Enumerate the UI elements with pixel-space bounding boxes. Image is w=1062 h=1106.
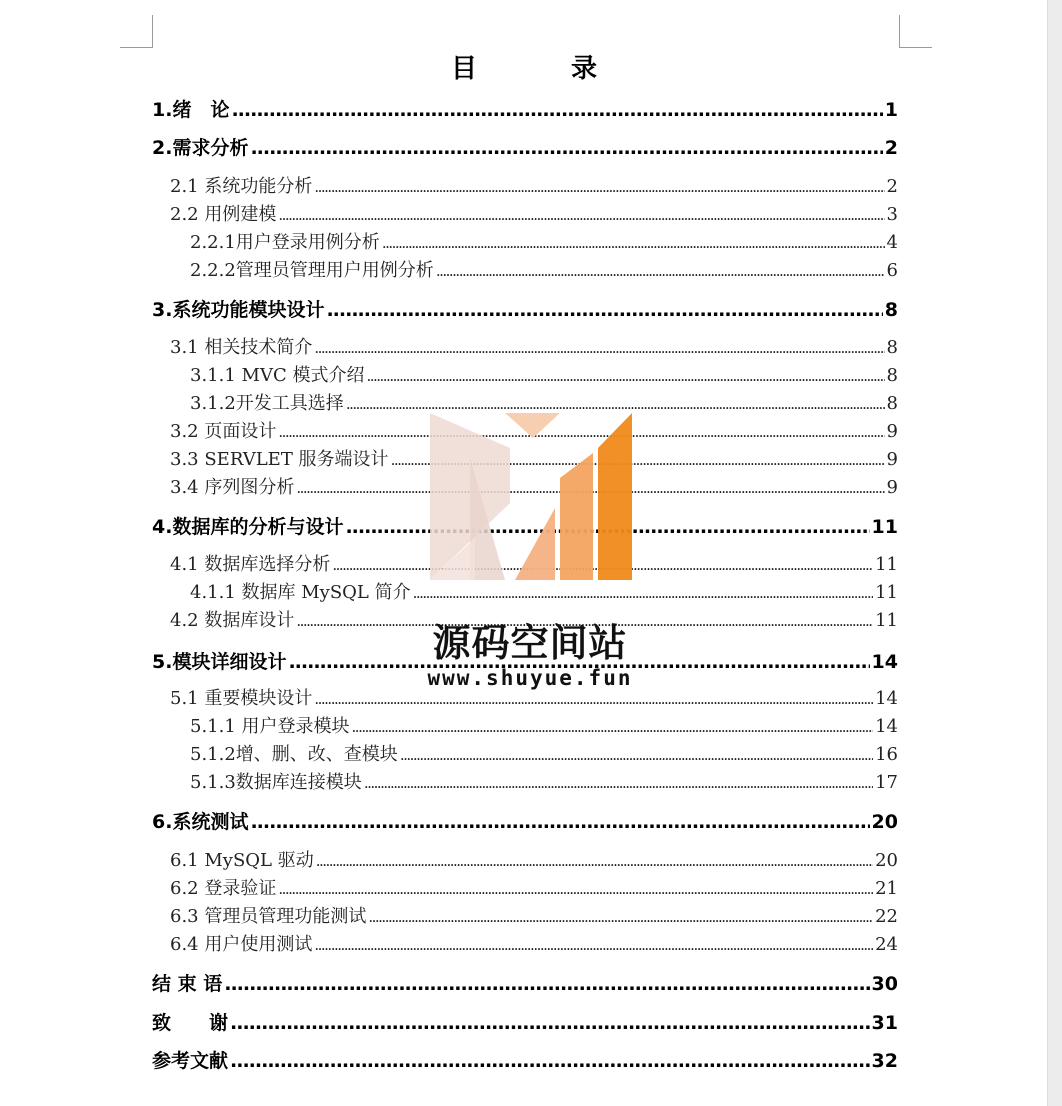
toc-entry-label: 5.模块详细设计 [152, 651, 287, 673]
toc-dot-leader [326, 297, 882, 323]
toc-entry[interactable] [170, 335, 898, 361]
toc-entry-label: 3.3 SERVLET 服务端设计 [170, 449, 389, 470]
toc-entry-label: 2.1 系统功能分析 [170, 176, 313, 197]
toc-dot-leader [278, 419, 884, 445]
toc-entry-page-number: 2 [884, 137, 898, 159]
toc-entry-label: 6.3 管理员管理功能测试 [170, 906, 367, 927]
toc-dot-leader [332, 552, 873, 578]
toc-entry-label: 4.2 数据库设计 [170, 610, 295, 631]
toc-dot-leader [278, 876, 873, 902]
toc-entry-page-number: 9 [886, 421, 898, 442]
toc-entry-label: 4.数据库的分析与设计 [152, 516, 344, 538]
toc-entry[interactable] [152, 97, 898, 123]
toc-dot-leader [352, 714, 874, 740]
toc-entry-label: 4.1.1 数据库 MySQL 简介 [190, 582, 411, 603]
toc-entry-label: 结 束 语 [152, 973, 223, 995]
toc-entry[interactable] [190, 363, 898, 389]
toc-entry-label: 2.2.1用户登录用例分析 [190, 232, 380, 253]
toc-dot-leader [250, 135, 882, 161]
toc-entry[interactable] [152, 809, 898, 835]
toc-entry-label: 2.2 用例建模 [170, 204, 277, 225]
toc-dot-leader [316, 848, 873, 874]
toc-entry-label: 4.1 数据库选择分析 [170, 554, 331, 575]
toc-dot-leader [368, 904, 873, 930]
toc-entry-label: 参考文献 [152, 1050, 229, 1072]
watermark-url: www.shuyue.fun [427, 666, 633, 690]
toc-entry-page-number: 11 [875, 554, 898, 575]
toc-entry-label: 3.4 序列图分析 [170, 477, 295, 498]
toc-entry[interactable] [190, 230, 898, 256]
toc-entry[interactable] [190, 580, 898, 606]
toc-dot-leader [382, 230, 885, 256]
toc-dot-leader [296, 475, 884, 501]
toc-entry[interactable] [190, 258, 898, 284]
watermark-text: 源码空间站 [432, 621, 628, 665]
toc-entry-label: 1.绪 论 [152, 99, 230, 121]
toc-dot-leader [436, 258, 885, 284]
toc-entry[interactable] [152, 1048, 898, 1074]
toc-entry[interactable] [170, 475, 898, 501]
toc-entry-label: 3.1 相关技术简介 [170, 337, 313, 358]
toc-entry-page-number: 8 [884, 299, 898, 321]
toc-entry[interactable] [190, 770, 898, 796]
toc-entry-page-number: 20 [875, 850, 898, 871]
toc-entry-label: 5.1 重要模块设计 [170, 688, 313, 709]
toc-dot-leader [346, 391, 885, 417]
toc-entry[interactable] [170, 876, 898, 902]
toc-entry-page-number: 17 [875, 772, 898, 793]
toc-entry[interactable] [170, 932, 898, 958]
toc-entry-page-number: 11 [875, 582, 898, 603]
toc-entry[interactable] [190, 391, 898, 417]
toc-dot-leader [230, 1010, 870, 1036]
toc-entry-page-number: 4 [886, 232, 898, 253]
toc-entry-page-number: 3 [886, 204, 898, 225]
toc-entry[interactable] [152, 135, 898, 161]
toc-entry-label: 5.1.3数据库连接模块 [190, 772, 362, 793]
toc-entry-page-number: 2 [886, 176, 898, 197]
toc-dot-leader [314, 932, 873, 958]
crop-mark-top-right [899, 15, 932, 48]
toc-entry-page-number: 11 [871, 516, 898, 538]
toc-entry-page-number: 14 [875, 716, 898, 737]
toc-entry-label: 6.1 MySQL 驱动 [170, 850, 314, 871]
toc-title: 目 录 [450, 54, 631, 84]
toc-entry-page-number: 16 [875, 744, 898, 765]
vertical-scrollbar[interactable] [1047, 0, 1062, 1106]
toc-dot-leader [413, 580, 873, 606]
crop-mark-top-left [120, 15, 153, 48]
toc-dot-leader [278, 202, 884, 228]
toc-entry-page-number: 21 [875, 878, 898, 899]
toc-entry-page-number: 22 [875, 906, 898, 927]
toc-entry-label: 5.1.2增、删、改、查模块 [190, 744, 398, 765]
toc-entry-label: 6.4 用户使用测试 [170, 934, 313, 955]
toc-entry-label: 3.1.1 MVC 模式介绍 [190, 365, 365, 386]
toc-entry[interactable] [190, 714, 898, 740]
toc-entry-page-number: 24 [875, 934, 898, 955]
toc-entry[interactable] [152, 971, 898, 997]
toc-entry[interactable] [170, 848, 898, 874]
toc-entry[interactable] [170, 419, 898, 445]
toc-dot-leader [224, 971, 869, 997]
toc-dot-leader [345, 514, 869, 540]
toc-entry-page-number: 30 [871, 973, 898, 995]
toc-entry-page-number: 31 [871, 1012, 898, 1034]
toc-entry-page-number: 11 [875, 610, 898, 631]
toc-entry-page-number: 14 [875, 688, 898, 709]
toc-entry-label: 2.2.2管理员管理用户用例分析 [190, 260, 434, 281]
toc-entry[interactable] [170, 904, 898, 930]
toc-dot-leader [250, 809, 869, 835]
toc-dot-leader [364, 770, 873, 796]
toc-dot-leader [391, 447, 885, 473]
toc-entry-page-number: 8 [886, 365, 898, 386]
toc-entry-label: 3.系统功能模块设计 [152, 299, 325, 321]
toc-dot-leader [231, 97, 882, 123]
toc-entry-page-number: 9 [886, 449, 898, 470]
toc-entry-page-number: 6 [886, 260, 898, 281]
toc-entry-page-number: 8 [886, 337, 898, 358]
toc-entry-page-number: 8 [886, 393, 898, 414]
toc-entry[interactable] [170, 202, 898, 228]
toc-dot-leader [230, 1048, 870, 1074]
toc-entry-label: 5.1.1 用户登录模块 [190, 716, 350, 737]
toc-entry[interactable] [170, 447, 898, 473]
toc-entry-page-number: 32 [871, 1050, 898, 1072]
toc-entry-label: 6.2 登录验证 [170, 878, 277, 899]
toc-entry[interactable] [152, 1010, 898, 1036]
toc-entry-page-number: 1 [884, 99, 898, 121]
toc-dot-leader [314, 174, 884, 200]
toc-entry-label: 3.1.2开发工具选择 [190, 393, 344, 414]
toc-dot-leader [366, 363, 884, 389]
toc-entry-label: 6.系统测试 [152, 811, 249, 833]
toc-entry[interactable] [170, 552, 898, 578]
toc-dot-leader [314, 335, 884, 361]
toc-entry-page-number: 20 [871, 811, 898, 833]
toc-entry-label: 致 谢 [152, 1012, 229, 1034]
toc-entry[interactable] [190, 742, 898, 768]
toc-entry[interactable] [152, 297, 898, 323]
toc-entry[interactable] [152, 514, 898, 540]
toc-entry-label: 3.2 页面设计 [170, 421, 277, 442]
toc-dot-leader [400, 742, 873, 768]
toc-entry-page-number: 9 [886, 477, 898, 498]
toc-entry-page-number: 14 [871, 651, 898, 673]
toc-entry[interactable] [170, 174, 898, 200]
toc-entry-label: 2.需求分析 [152, 137, 249, 159]
